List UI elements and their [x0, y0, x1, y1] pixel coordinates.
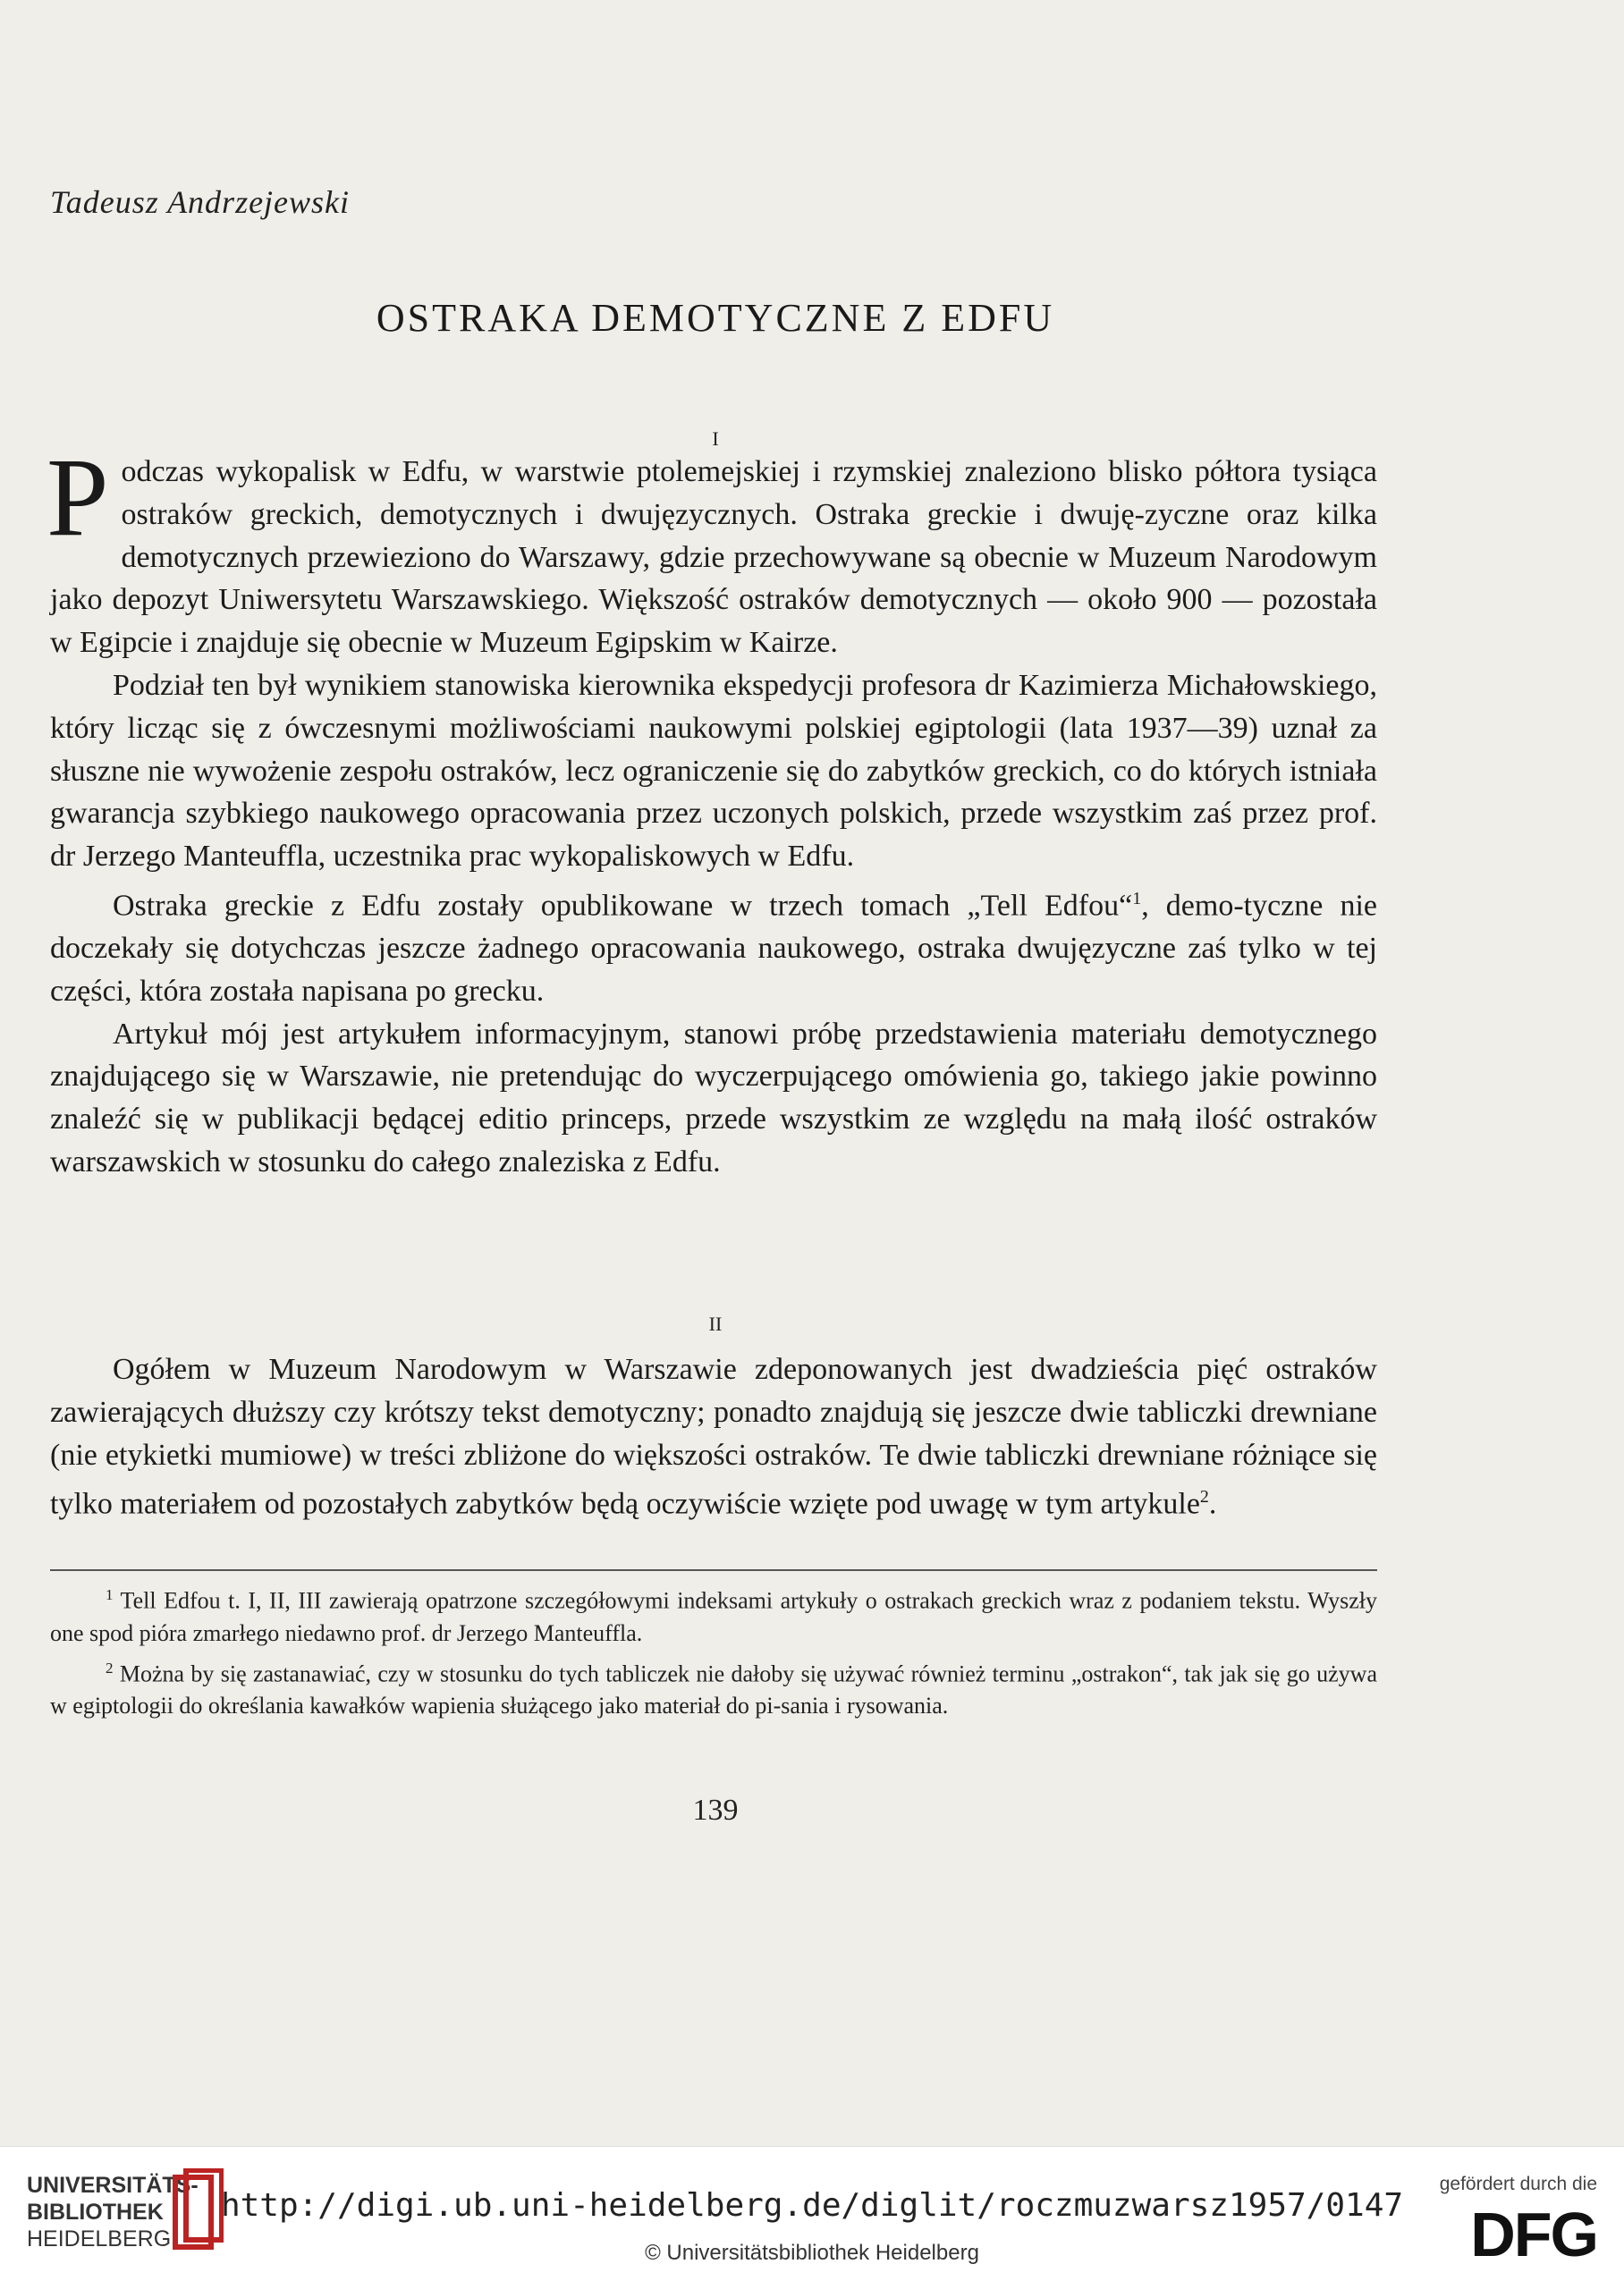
- library-line-3: HEIDELBERG: [27, 2226, 172, 2251]
- paragraph-5-text-b: .: [1208, 1487, 1217, 1521]
- footnote-1-mark: 1: [106, 1586, 114, 1603]
- footnote-2-mark: 2: [106, 1659, 114, 1677]
- copyright-notice: © Universitätsbibliothek Heidelberg: [645, 2241, 979, 2265]
- drop-cap: P: [47, 436, 109, 560]
- paragraph-3-text-a: Ostraka greckie z Edfu zostały opublikowane w trzech tomach „Tell Edfou“: [113, 889, 1133, 923]
- paragraph-1: [47, 436, 1377, 664]
- footnote-ref-1: 1: [1132, 888, 1142, 908]
- paragraph-1-text: odczas wykopalisk w Edfu, w warstwie ptolemejskiej i rzymskiej znaleziono blisko półtora tysiąca ostraków greckich, demotycznych i dwujęzycznych. Ostraka greckie i dwuję-zyczne oraz kilka demotycznych przewieziono do Warszawy, gdzie przechowywane są obecnie w Muzeum Narodowym jako depozyt Uniwersytetu Warszawskiego. Większość ostraków demotycznych — około 900 — pozostała w Egipcie i znajduje się obecnie w Muzeum Egipskim w Kairze.: [50, 455, 1377, 660]
- footnote-1: [50, 1579, 1377, 1650]
- section-heading-one: I: [712, 427, 719, 450]
- library-line-2: BIBLIOTHEK: [27, 2200, 164, 2225]
- section-two-body: [50, 1348, 1377, 1526]
- viewer-footer: [0, 2146, 1624, 2281]
- dfg-logo[interactable]: DFG: [1470, 2200, 1597, 2269]
- footnote-ref-2: 2: [1199, 1487, 1209, 1508]
- page-number: 139: [692, 1794, 739, 1827]
- paragraph-4: Artykuł mój jest artykułem informacyjnym, stanowi próbę przedstawienia materiału demotycznego znajdującego się w Warszawie, nie pretendując do wyczerpującego omówienia go, takiego jakie powinno znaleźć się w publikacji będącej editio princeps, przede wszystkim ze względu na małą ilość ostraków warszawskich w stosunku do całego znaleziska z Edfu.: [50, 1017, 1377, 1179]
- footnote-2-text: Można by się zastanawiać, czy w stosunku do tych tabliczek nie dałoby się używać również terminu „ostrakon“, tak jak się go używa w egiptologii do określania kawałków wapienia służącego jako materiał do pi-sania i rysowania.: [50, 1660, 1377, 1719]
- permalink-url[interactable]: http://digi.ub.uni-heidelberg.de/diglit/roczmuzwarsz1957/0147: [220, 2187, 1404, 2224]
- section-heading-two: II: [708, 1313, 723, 1335]
- footnote-2: [50, 1652, 1377, 1723]
- paragraph-2: Podział ten był wynikiem stanowiska kierownika ekspedycji profesora dr Kazimierza Michałowskiego, który licząc się z ówczesnymi możliwościami naukowymi polskiej egiptologii (lata 1937—39) uznał za słuszne nie wywożenie zespołu ostraków, lecz ograniczenie się do zabytków greckich, co do których istniała gwarancja szybkiego naukowego opracowania przez uczonych polskich, przede wszystkim zaś przez prof. dr Jerzego Manteuffla, uczestnika prac wykopaliskowych w Edfu.: [50, 668, 1377, 874]
- paragraph-3-text-b: , demo-tyczne nie doczekały się dotychczas jeszcze żadnego opracowania naukowego, ostraka dwujęzyczne zaś tylko w tej części, która została napisana po grecku.: [50, 889, 1377, 1008]
- author-name: Tadeusz Andrzejewski: [50, 184, 351, 220]
- article-title: OSTRAKA DEMOTYCZNE Z EDFU: [376, 296, 1055, 340]
- section-one-body: [47, 436, 1377, 1184]
- paragraph-3: [50, 878, 1377, 1013]
- footnote-divider: [50, 1569, 1377, 1571]
- funding-label: gefördert durch die: [1439, 2174, 1597, 2194]
- paragraph-5: [50, 1348, 1377, 1526]
- library-line-1: UNIVERSITÄTS-: [27, 2173, 199, 2198]
- paragraph-5-text-a: Ogółem w Muzeum Narodowym w Warszawie zdeponowanych jest dwadzieścia pięć ostraków zawierających dłuższy czy krótszy tekst demotyczny; ponadto znajdują się jeszcze dwie tabliczki drewniane (nie etykietki mumiowe) w treści zbliżone do większości ostraków. Te dwie tabliczki drewniane różniące się tylko materiałem od pozostałych zabytków będą oczywiście wzięte pod uwagę w tym artykule: [50, 1353, 1377, 1521]
- footnotes: [50, 1579, 1377, 1725]
- footnote-1-text: Tell Edfou t. I, II, III zawierają opatrzone szczegółowymi indeksami artykuły o ostrakach greckich wraz z podaniem tekstu. Wyszły one spod pióra zmarłego niedawno prof. dr Jerzego Manteuffla.: [50, 1587, 1377, 1646]
